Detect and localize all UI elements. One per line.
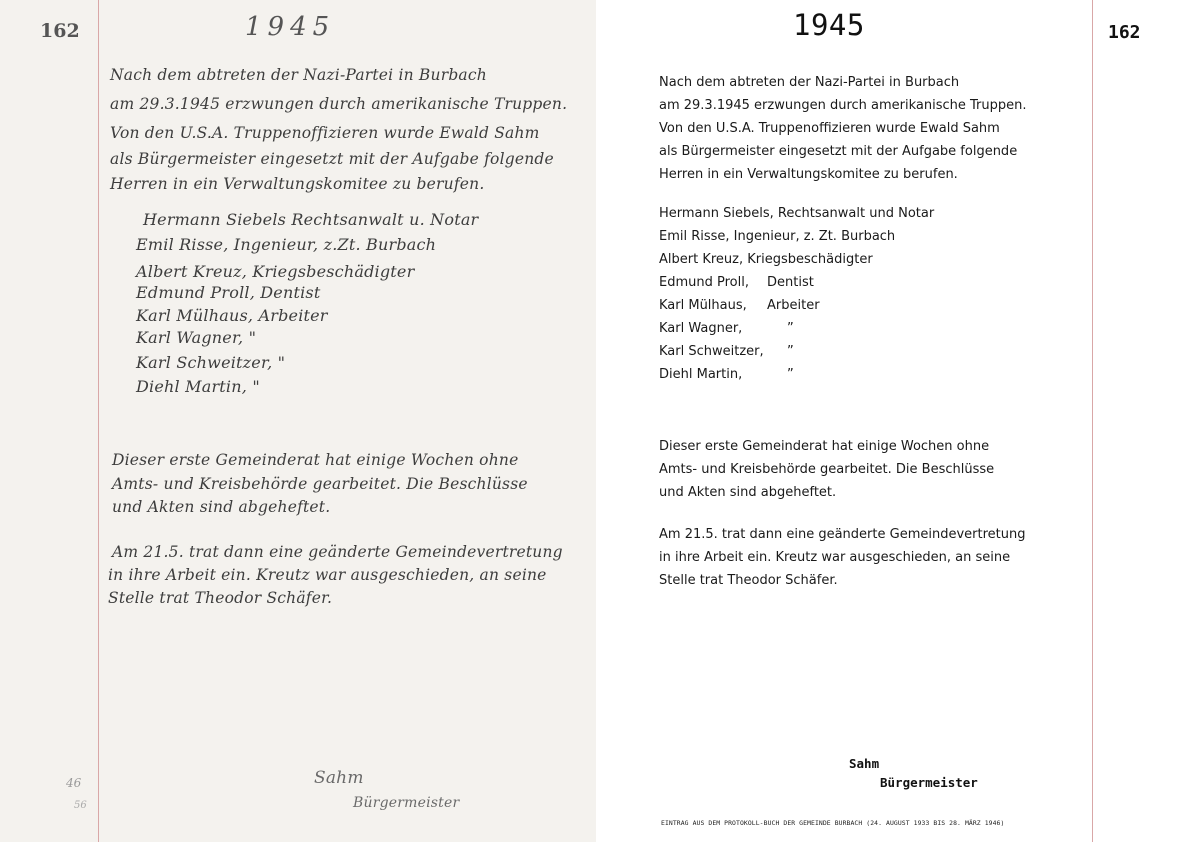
handwritten-line: und Akten sind abgeheftet. xyxy=(112,498,331,516)
paragraph-line: Dieser erste Gemeinderat hat einige Wochen ohne xyxy=(659,439,990,454)
handwritten-list-item: Karl Schweitzer, " xyxy=(136,353,286,372)
paragraph-line: Stelle trat Theodor Schäfer. xyxy=(659,573,838,588)
margin-mark: 56 xyxy=(74,800,87,811)
year-heading: 1945 xyxy=(793,8,865,42)
signature-name: Sahm xyxy=(849,756,880,771)
handwritten-line: als Bürgermeister eingesetzt mit der Aufgabe folgende xyxy=(110,150,554,168)
handwritten-list-item: Diehl Martin, " xyxy=(136,377,260,396)
handwritten-line: Am 21.5. trat dann eine geänderte Gemeindevertretung xyxy=(112,543,563,561)
left-margin-rule xyxy=(98,0,99,842)
paragraph-line: in ihre Arbeit ein. Kreutz war ausgeschieden, an seine xyxy=(659,550,1011,565)
roster-name: Albert Kreuz, Kriegsbeschädigter xyxy=(659,252,873,267)
paragraph-line: Nach dem abtreten der Nazi-Partei in Burbach xyxy=(659,75,960,90)
handwritten-list-item: Albert Kreuz, Kriegsbeschädigter xyxy=(136,262,415,281)
handwritten-year: 1945 xyxy=(245,12,336,42)
handwritten-line: Herren in ein Verwaltungskomitee zu berufen. xyxy=(110,175,485,193)
roster-name: Diehl Martin, xyxy=(659,367,743,382)
ditto-mark: ” xyxy=(787,321,794,336)
right-margin-rule xyxy=(1092,0,1093,842)
paragraph-intro xyxy=(659,71,1027,186)
roster-name: Karl Schweitzer, xyxy=(659,344,764,359)
paragraph-line: Am 21.5. trat dann eine geänderte Gemeindevertretung xyxy=(659,527,1026,542)
roster-name: Karl Wagner, xyxy=(659,321,743,336)
roster-role: Arbeiter xyxy=(767,298,820,313)
margin-mark: 46 xyxy=(66,776,82,790)
handwritten-line: Dieser erste Gemeinderat hat einige Wochen ohne xyxy=(112,451,519,469)
handwritten-line: Stelle trat Theodor Schäfer. xyxy=(108,589,333,607)
paragraph-line: und Akten sind abgeheftet. xyxy=(659,485,837,500)
left-page-number: 162 xyxy=(40,20,80,42)
paragraph-line: Herren in ein Verwaltungskomitee zu berufen. xyxy=(659,167,958,182)
handwritten-line: Nach dem abtreten der Nazi-Partei in Burbach xyxy=(110,66,487,84)
source-footnote: EINTRAG AUS DEM PROTOKOLL-BUCH DER GEMEINDE BURBACH (24. AUGUST 1933 BIS 28. MÄRZ 1946) xyxy=(661,819,1005,827)
handwritten-list-item: Karl Wagner, " xyxy=(136,328,257,347)
paragraph-line: Von den U.S.A. Truppenoffizieren wurde Ewald Sahm xyxy=(659,121,1000,136)
signature-title: Bürgermeister xyxy=(880,775,978,790)
handwritten-line: Von den U.S.A. Truppenoffizieren wurde Ewald Sahm xyxy=(110,124,540,142)
handwritten-line: am 29.3.1945 erzwungen durch amerikanische Truppen. xyxy=(110,95,568,113)
ditto-mark: ” xyxy=(787,344,794,359)
handwritten-list-item: Hermann Siebels Rechtsanwalt u. Notar xyxy=(143,210,479,229)
paragraph-line: Amts- und Kreisbehörde gearbeitet. Die Beschlüsse xyxy=(659,462,995,477)
handwritten-line: in ihre Arbeit ein. Kreutz war ausgeschieden, an seine xyxy=(108,566,547,584)
handwritten-line: Amts- und Kreisbehörde gearbeitet. Die Beschlüsse xyxy=(112,475,528,493)
roster-name: Emil Risse, Ingenieur, z. Zt. Burbach xyxy=(659,229,896,244)
handwritten-list-item: Edmund Proll, Dentist xyxy=(136,283,321,302)
handwritten-list-item: Emil Risse, Ingenieur, z.Zt. Burbach xyxy=(136,235,437,254)
roster-role: Dentist xyxy=(767,275,814,290)
handwritten-signature-title: Bürgermeister xyxy=(353,795,460,811)
paragraph-line: am 29.3.1945 erzwungen durch amerikanische Truppen. xyxy=(659,98,1027,113)
paragraph-council xyxy=(659,435,994,504)
roster-name: Edmund Proll, xyxy=(659,275,749,290)
paragraph-line: als Bürgermeister eingesetzt mit der Aufgabe folgende xyxy=(659,144,1018,159)
right-page-number: 162 xyxy=(1108,22,1141,43)
paragraph-change xyxy=(659,523,1025,592)
handwritten-list-item: Karl Mülhaus, Arbeiter xyxy=(136,306,328,325)
handwritten-signature-name: Sahm xyxy=(314,768,364,788)
roster-name: Karl Mülhaus, xyxy=(659,298,747,313)
ditto-mark: ” xyxy=(787,367,794,382)
roster-name: Hermann Siebels, Rechtsanwalt und Notar xyxy=(659,206,935,221)
